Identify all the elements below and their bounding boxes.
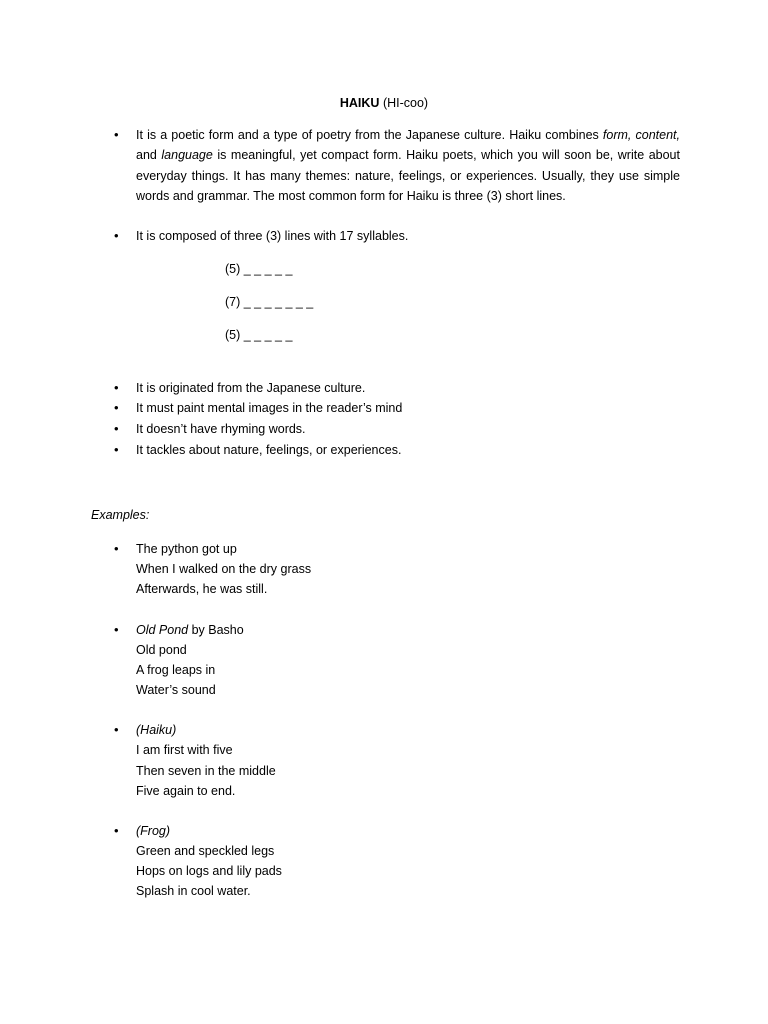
example-line: Water’s sound: [136, 683, 216, 697]
example-line: Afterwards, he was still.: [136, 582, 268, 596]
title-bold: HAIKU: [339, 96, 380, 110]
bullet-icon: •: [114, 442, 119, 457]
intro-paragraph: [136, 125, 680, 206]
example-title: [136, 720, 176, 740]
bullet-icon: •: [114, 622, 119, 637]
fact-item: It tackles about nature, feelings, or experiences.: [136, 443, 402, 457]
title-pronunciation: (HI-coo): [382, 96, 429, 110]
syllable-line: (7) _ _ _ _ _ _ _: [225, 295, 314, 309]
example-title: [136, 620, 244, 640]
example-title-rest: by Basho: [188, 623, 244, 637]
example-line: I am first with five: [136, 743, 233, 757]
fact-item: It doesn’t have rhyming words.: [136, 422, 306, 436]
page-title: [0, 95, 768, 111]
bullet-icon: •: [114, 228, 119, 243]
intro-text-2: is meaningful, yet compact form. Haiku poets, which you will soon be, write about everyday things. It has many themes: nature, feelings, or experiences. Usually, they use simple words and grammar. The most common form for Haiku is three (3) short lines.: [136, 148, 680, 203]
bullet-icon: •: [114, 380, 119, 395]
fact-item: It must paint mental images in the reader’s mind: [136, 401, 403, 415]
example-line: The python got up: [136, 542, 237, 556]
intro-content: content,: [635, 128, 680, 142]
bullet-icon: •: [114, 722, 119, 737]
example-title-italic: Old Pond: [136, 623, 189, 637]
bullet-icon: •: [114, 541, 119, 556]
bullet-icon: •: [114, 421, 119, 436]
example-line: Green and speckled legs: [136, 844, 275, 858]
bullet-icon: •: [114, 127, 119, 142]
example-line: A frog leaps in: [136, 663, 216, 677]
example-line: Hops on logs and lily pads: [136, 864, 282, 878]
example-line: Old pond: [136, 643, 187, 657]
intro-language: language: [161, 148, 213, 163]
syllable-line: (5) _ _ _ _ _: [225, 262, 293, 276]
syllable-line: (5) _ _ _ _ _: [225, 328, 293, 342]
intro-text-1: It is a poetic form and a type of poetry from the Japanese culture. Haiku combines: [136, 128, 603, 142]
example-title-italic: (Frog): [136, 824, 171, 838]
example-line: Then seven in the middle: [136, 764, 276, 778]
examples-label: Examples:: [91, 508, 150, 522]
example-line: When I walked on the dry grass: [136, 562, 312, 576]
intro-form: form,: [602, 128, 632, 142]
example-title-italic: (Haiku): [136, 723, 177, 737]
example-title: [136, 821, 170, 841]
intro-and: and: [136, 148, 162, 163]
example-line: Splash in cool water.: [136, 884, 251, 898]
composition-text: It is composed of three (3) lines with 17 syllables.: [136, 229, 409, 243]
fact-item: It is originated from the Japanese culture.: [136, 381, 366, 395]
bullet-icon: •: [114, 823, 119, 838]
bullet-icon: •: [114, 400, 119, 415]
example-line: Five again to end.: [136, 784, 236, 798]
